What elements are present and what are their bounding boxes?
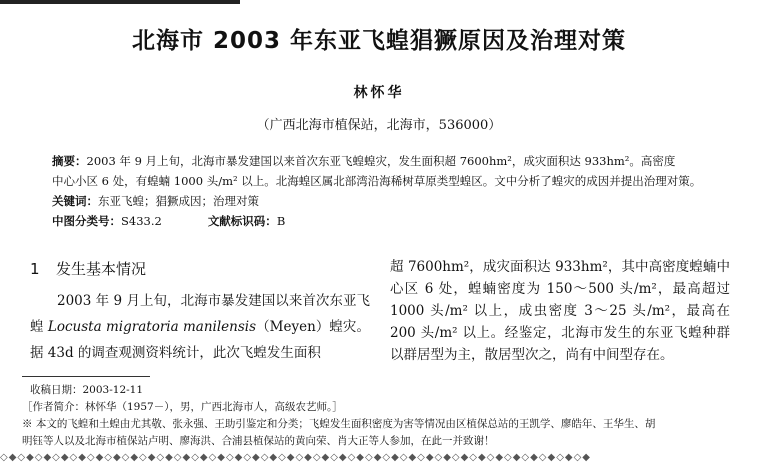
received-date: 收稿日期：2003-12-11 — [30, 384, 144, 396]
doc-code-value: B — [276, 214, 286, 228]
abstract-line-2 — [52, 171, 712, 191]
doc-code-label: 文献标识码： — [207, 214, 277, 228]
paper-title: 北海市 2003 年东亚飞蝗猖獗原因及治理对策 — [131, 28, 627, 54]
right-column: 超 7600hm²，成灾面积达 933hm²，其中高密度蝗蝻中心区 6 处，蝗蝻密度为 150～500 头/m²，最高超过 1000 头/m² 以上，成虫密度 3～25 头/m²，最高在 200 头/m² 以上。经鉴定，北海市发生的东亚飞蝗种群以群居型为主，散居型次之，尚有中间型存在。 — [390, 259, 730, 363]
section-title: 发生基本情况 — [56, 260, 147, 278]
abstract-text-2: 中心小区 6 处，有蝗蝻 1000 头/m² 以上。北海蝗区属北部湾沿海稀树草原类型蝗区。文中分析了蝗灾的成因并提出治理对策。 — [52, 174, 702, 188]
clc-value: S433.2 — [121, 214, 162, 228]
author-name: 林怀华 — [353, 85, 405, 101]
footnotes — [22, 382, 742, 450]
section-heading — [30, 256, 370, 282]
acknowledgement-line-2: 明钰等人以及北海市植保站卢明、廖海洪、合浦县植保站的黄向荣、肖大正等人参加，在此一并致谢！ — [22, 435, 495, 447]
abstract-line-1 — [52, 151, 712, 171]
author-bio: ［作者简介：林怀华（1957－），男，广西北海市人，高级农艺师。］ — [22, 401, 343, 413]
left-column — [30, 256, 370, 366]
author-affiliation: （广西北海市植保站，北海市，536000） — [256, 118, 502, 133]
paragraph-text-1: 2003 年 9 月上旬，北海市暴发建国以来首次东亚飞蝗 — [30, 293, 370, 335]
keywords-line — [52, 191, 712, 211]
footnote-rule — [22, 376, 150, 377]
paragraph-text-2: （Meyen）蝗灾。据 43d 的调查观测资料统计，此次飞蝗发生面积 — [30, 319, 370, 361]
section-number: 1 — [30, 260, 40, 278]
classification-line — [52, 211, 712, 231]
section-paragraph — [30, 288, 370, 366]
species-name: Locusta migratoria manilensis — [47, 319, 257, 335]
abstract-block — [52, 151, 712, 231]
abstract-text-1: 2003 年 9 月上旬，北海市暴发建国以来首次东亚飞蝗蝗灾，发生面积超 7600hm²，成灾面积达 933hm²。高密度 — [86, 154, 676, 168]
header-rule — [0, 0, 240, 4]
keywords-label: 关键词： — [52, 194, 98, 208]
decorative-border: ◇◆◇◆◇◆◇◆◇◆◇◆◇◆◇◆◇◆◇◆◇◆◇◆◇◆◇◆◇◆◇◆◇◆◇◆◇◆◇◆◇◆◇◆◇◆◇◆◇◆◇◆◇◆◇◆◇◆◇◆◇◆◇◆◇◆◇◆ — [0, 452, 591, 463]
keywords-value: 东亚飞蝗；猖獗成因；治理对策 — [98, 194, 259, 208]
acknowledgement-line-1: ※ 本文的飞蝗和土蝗由尤其敬、张永强、王助引鉴定和分类；飞蝗发生面积密度为害等情况由区植保总站的王凯学、廖皓年、王华生、胡 — [22, 418, 656, 430]
abstract-label: 摘要： — [52, 154, 87, 168]
clc-label: 中图分类号： — [52, 214, 121, 228]
